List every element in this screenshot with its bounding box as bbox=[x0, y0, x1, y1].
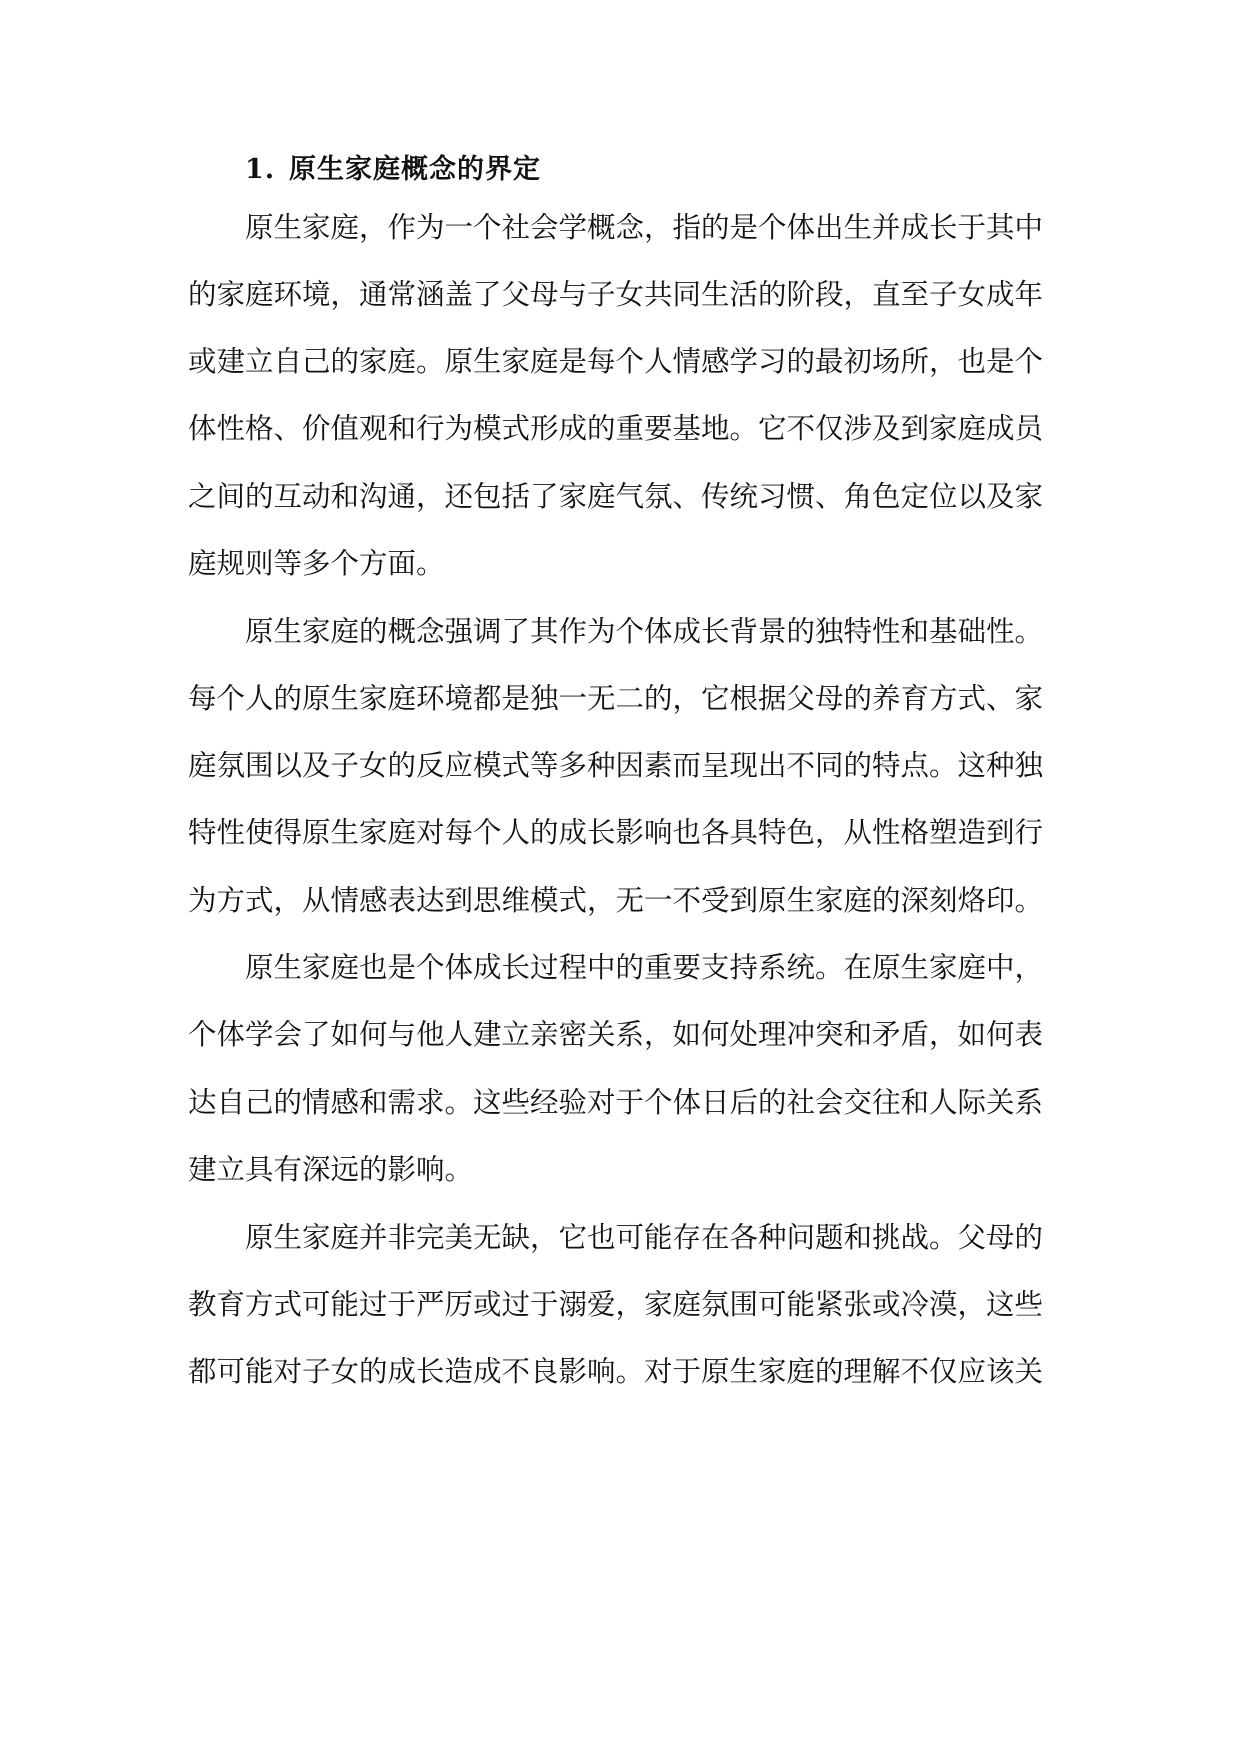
paragraph-3-line-1: 原生家庭也是个体成长过程中的重要支持系统。在原生家庭中， bbox=[245, 951, 1044, 984]
paragraph-4-line-3: 都可能对子女的成长造成不良影响。对于原生家庭的理解不仅应该关 bbox=[188, 1355, 1044, 1388]
section-number: 1. bbox=[245, 154, 276, 185]
section-heading bbox=[245, 148, 541, 192]
paragraph-2-line-1: 原生家庭的概念强调了其作为个体成长背景的独特性和基础性。 bbox=[245, 615, 1044, 648]
paragraph-1-line-2: 的家庭环境，通常涵盖了父母与子女共同生活的阶段，直至子女成年 bbox=[188, 278, 1044, 311]
paragraph-4-line-1: 原生家庭并非完美无缺，它也可能存在各种问题和挑战。父母的 bbox=[245, 1221, 1044, 1254]
paragraph-2-line-5: 为方式，从情感表达到思维模式，无一不受到原生家庭的深刻烙印。 bbox=[188, 884, 1044, 917]
section-title: 原生家庭概念的界定 bbox=[289, 154, 541, 185]
paragraph-3-line-4: 建立具有深远的影响。 bbox=[188, 1153, 474, 1186]
paragraph-1-line-3: 或建立自己的家庭。原生家庭是每个人情感学习的最初场所，也是个 bbox=[188, 345, 1044, 378]
paragraph-4-line-2: 教育方式可能过于严厉或过于溺爱，家庭氛围可能紧张或冷漠，这些 bbox=[188, 1288, 1044, 1321]
paragraph-2-line-3: 庭氛围以及子女的反应模式等多种因素而呈现出不同的特点。这种独 bbox=[188, 749, 1044, 782]
paragraph-1-line-4: 体性格、价值观和行为模式形成的重要基地。它不仅涉及到家庭成员 bbox=[188, 412, 1044, 445]
paragraph-1-line-6: 庭规则等多个方面。 bbox=[188, 547, 445, 580]
paragraph-2-line-4: 特性使得原生家庭对每个人的成长影响也各具特色，从性格塑造到行 bbox=[188, 816, 1044, 849]
paragraph-1-line-5: 之间的互动和沟通，还包括了家庭气氛、传统习惯、角色定位以及家 bbox=[188, 480, 1044, 513]
paragraph-3-line-3: 达自己的情感和需求。这些经验对于个体日后的社会交往和人际关系 bbox=[188, 1086, 1044, 1119]
paragraph-1-line-1: 原生家庭，作为一个社会学概念，指的是个体出生并成长于其中 bbox=[245, 211, 1044, 244]
paragraph-2-line-2: 每个人的原生家庭环境都是独一无二的，它根据父母的养育方式、家 bbox=[188, 682, 1044, 715]
paragraph-3-line-2: 个体学会了如何与他人建立亲密关系，如何处理冲突和矛盾，如何表 bbox=[188, 1018, 1044, 1051]
